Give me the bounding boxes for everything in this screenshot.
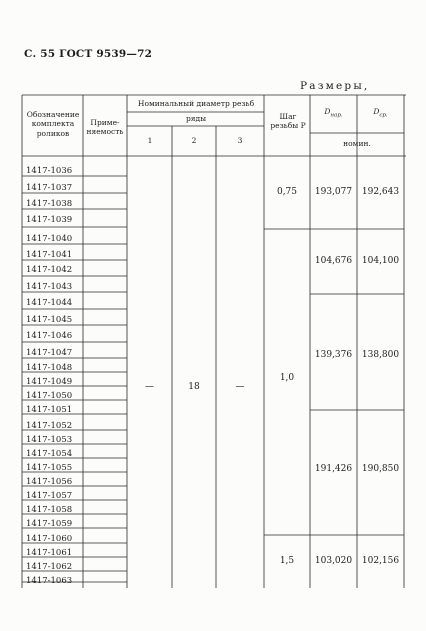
d-sr-value: 102,156: [361, 556, 400, 566]
list-item: 1417-1050: [26, 391, 73, 401]
col-row2: 2: [191, 136, 197, 145]
col-row3: 3: [237, 136, 243, 145]
list-item: 1417-1042: [26, 265, 73, 275]
d-sr-value: 138,800: [361, 350, 400, 360]
col-nominal-diameter: Номинальный диаметр резьб: [137, 99, 255, 108]
list-item: 1417-1038: [26, 199, 73, 209]
list-item: 1417-1045: [26, 315, 73, 325]
row2-value: 18: [188, 382, 200, 392]
col-d-nar: $D_{нар.}$: [324, 107, 343, 119]
list-item: 1417-1049: [26, 377, 73, 387]
list-item: 1417-1055: [26, 463, 73, 473]
col-applicability: Приме- няемость: [86, 118, 124, 137]
d-nar-value: 104,676: [314, 256, 353, 266]
list-item: 1417-1053: [26, 435, 73, 445]
list-item: 1417-1057: [26, 491, 73, 501]
d-sr-value: 190,850: [361, 464, 400, 474]
list-item: 1417-1039: [26, 215, 73, 225]
list-item: 1417-1058: [26, 505, 73, 515]
list-item: 1417-1040: [26, 234, 73, 244]
pitch-value: 1,0: [279, 373, 295, 383]
d-nar-value: 193,077: [314, 187, 353, 197]
pitch-value: 0,75: [276, 187, 298, 197]
col-nomin: номин.: [343, 139, 371, 148]
list-item: 1417-1059: [26, 519, 73, 529]
page-header: С. 55 ГОСТ 9539—72: [24, 48, 153, 60]
list-item: 1417-1062: [26, 562, 73, 572]
list-item: 1417-1054: [26, 449, 73, 459]
list-item: 1417-1046: [26, 331, 73, 341]
list-item: 1417-1061: [26, 548, 73, 558]
list-item: 1417-1051: [26, 405, 73, 415]
list-item: 1417-1044: [26, 298, 73, 308]
list-item: 1417-1047: [26, 348, 73, 358]
list-item: 1417-1036: [26, 166, 73, 176]
list-item: 1417-1060: [26, 534, 73, 544]
row1-value: —: [145, 382, 154, 392]
d-sr-value: 192,643: [361, 187, 400, 197]
d-nar-value: 139,376: [314, 350, 353, 360]
col-designation: Обозначение комплекта роликов: [26, 110, 80, 138]
d-nar-value: 103,020: [314, 556, 353, 566]
dimensions-label: Размеры,: [300, 80, 370, 92]
d-nar-value: 191,426: [314, 464, 353, 474]
list-item: 1417-1056: [26, 477, 73, 487]
list-item: 1417-1037: [26, 183, 73, 193]
col-pitch: Шаг резьбы P: [270, 112, 306, 131]
list-item: 1417-1052: [26, 421, 73, 431]
list-item: 1417-1043: [26, 282, 73, 292]
col-d-sr: $D_{ср.}$: [373, 107, 388, 119]
list-item: 1417-1063: [26, 576, 73, 586]
col-rows-label: ряды: [185, 114, 207, 123]
d-sr-value: 104,100: [361, 256, 400, 266]
list-item: 1417-1048: [26, 363, 73, 373]
col-row1: 1: [147, 136, 153, 145]
row3-value: —: [235, 382, 245, 392]
list-item: 1417-1041: [26, 250, 73, 260]
pitch-value: 1,5: [279, 556, 295, 566]
